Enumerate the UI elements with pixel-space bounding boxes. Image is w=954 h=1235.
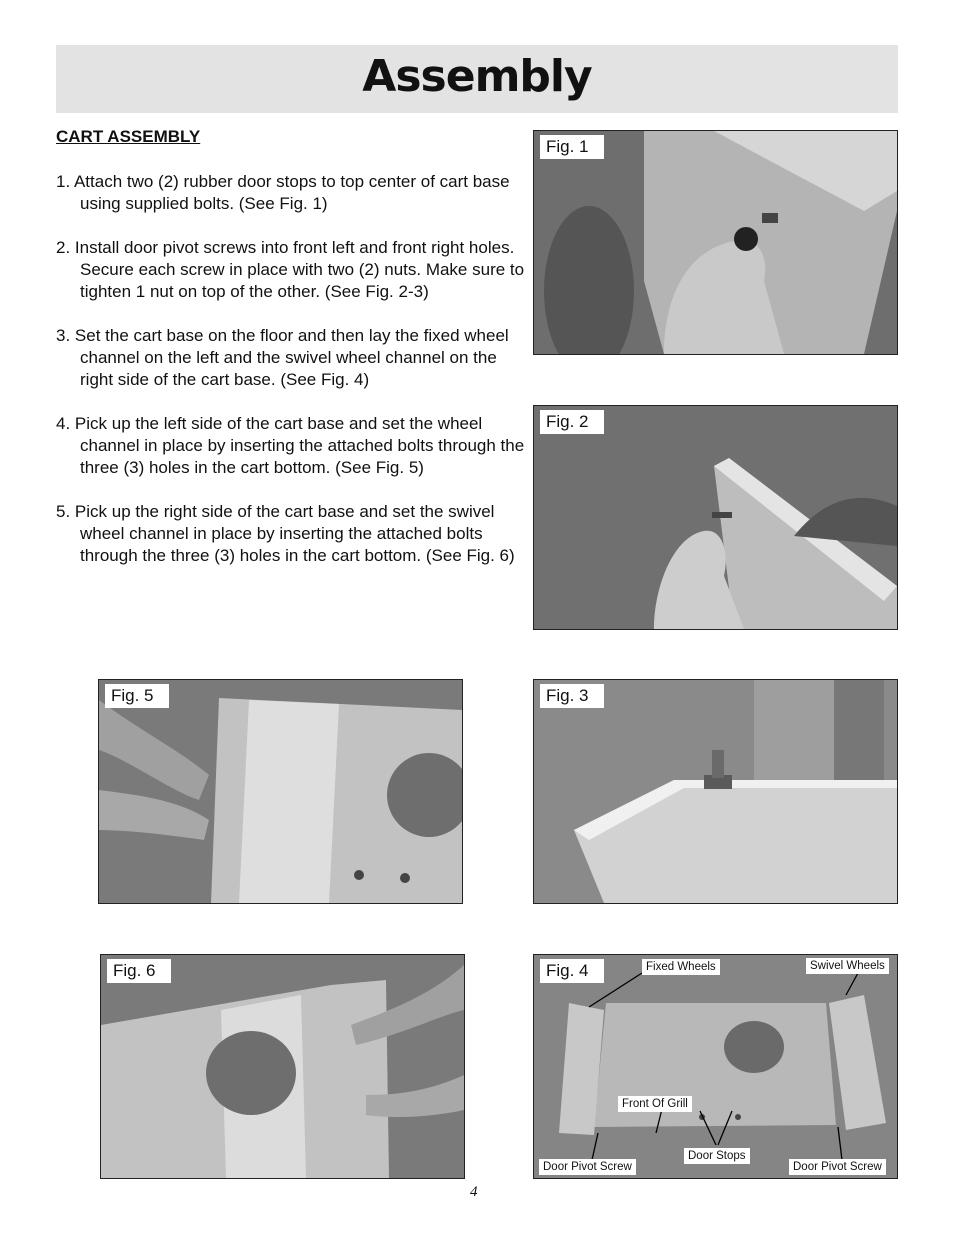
callout-fixed-wheels: Fixed Wheels <box>642 959 720 975</box>
callout-door-pivot-screw-right: Door Pivot Screw <box>789 1159 886 1175</box>
figure-2-photo <box>533 405 898 630</box>
figure-4-photo <box>533 954 898 1179</box>
figure-4-image <box>534 955 897 1178</box>
figure-6-photo <box>100 954 465 1179</box>
figure-1-label: Fig. 1 <box>540 135 604 159</box>
figure-3-image <box>534 680 897 903</box>
section-title: CART ASSEMBLY <box>56 127 201 146</box>
callout-door-stops: Door Stops <box>684 1148 750 1164</box>
step-5: 5. Pick up the right side of the cart base and set the swivel wheel channel in place by inserting the attached bolts through the three (3) holes in the cart bottom. (See Fig. 6) <box>56 502 515 565</box>
figure-3-photo <box>533 679 898 904</box>
figure-1-photo <box>533 130 898 355</box>
figure-5-label: Fig. 5 <box>105 684 169 708</box>
page-header <box>56 45 898 113</box>
figure-6-image <box>101 955 464 1178</box>
figure-4-label: Fig. 4 <box>540 959 604 983</box>
callout-door-pivot-screw-left: Door Pivot Screw <box>539 1159 636 1175</box>
step-4: 4. Pick up the left side of the cart base and set the wheel channel in place by inserting the attached bolts through the three (3) holes in the cart bottom. (See Fig. 5) <box>56 414 525 477</box>
figure-5-photo <box>98 679 463 904</box>
figure-1-image <box>534 131 897 354</box>
figure-3-label: Fig. 3 <box>540 684 604 708</box>
figure-2-image <box>534 406 897 629</box>
step-3: 3. Set the cart base on the floor and then lay the fixed wheel channel on the left and the swivel wheel channel on the right side of the cart base. (See Fig. 4) <box>56 326 509 389</box>
figure-5-image <box>99 680 462 903</box>
page-number: 4 <box>470 1184 478 1200</box>
instructions-column <box>56 126 526 589</box>
page-title: Assembly <box>362 51 592 102</box>
figure-2-label: Fig. 2 <box>540 410 604 434</box>
callout-front-of-grill: Front Of Grill <box>618 1096 692 1112</box>
step-1: 1. Attach two (2) rubber door stops to top center of cart base using supplied bolts. (See Fig. 1) <box>56 172 510 213</box>
figure-6-label: Fig. 6 <box>107 959 171 983</box>
step-2: 2. Install door pivot screws into front left and front right holes. Secure each screw in place with two (2) nuts. Make sure to tighten 1 nut on top of the other. (See Fig. 2-3) <box>56 238 525 301</box>
callout-swivel-wheels: Swivel Wheels <box>806 958 889 974</box>
